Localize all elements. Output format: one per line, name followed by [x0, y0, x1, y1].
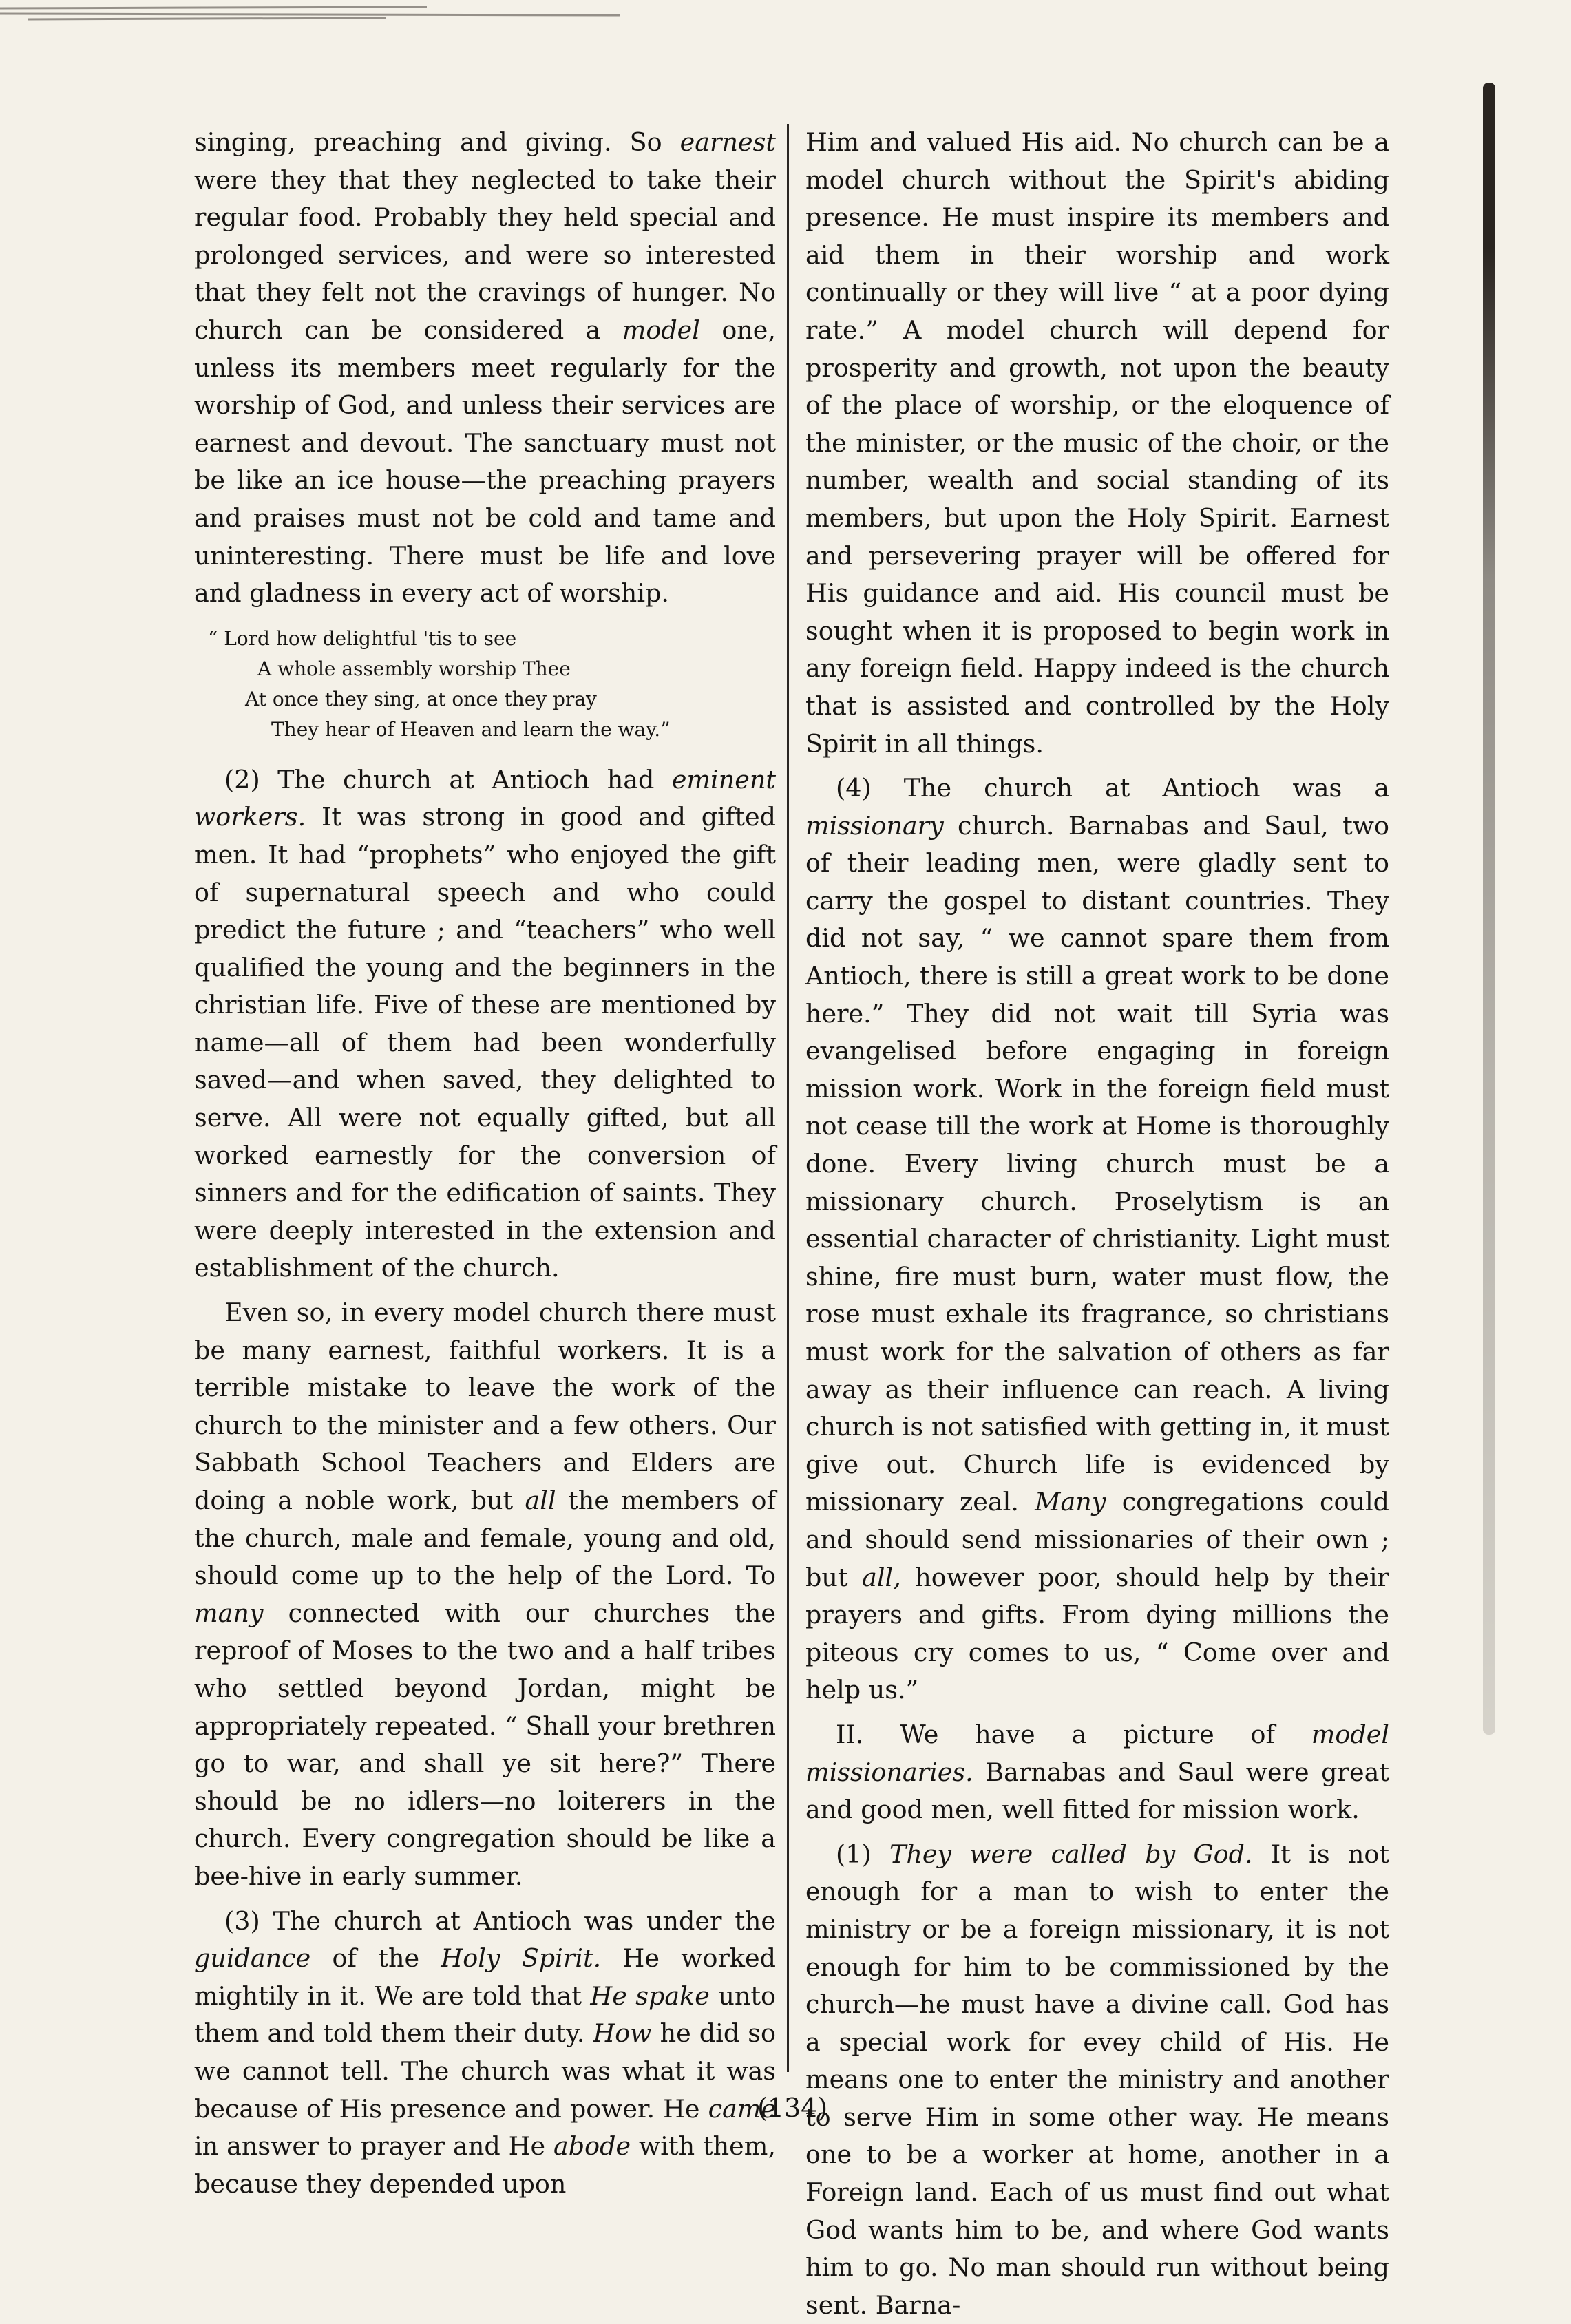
paragraph [805, 770, 1389, 1709]
text-run: the members of the church, male and female, young and old, should come up to the help of the Lord. To [194, 1486, 776, 1591]
emphasis: model missionaries. [805, 1719, 1389, 1787]
emphasis: all [525, 1486, 556, 1515]
emphasis: guidance [194, 1943, 311, 1974]
text-run: He worked mightily in it. We are told that [194, 1943, 777, 2011]
text-run: Even so, in every model church there must be many earnest, faithful workers. It is a terrible mistake to leave the work of the church to the minister and a few others. Our Sabbath School Teachers and Elders are doing a noble work, but [194, 1298, 776, 1515]
text-run: (4) The church at Antioch was a [836, 773, 1389, 803]
text-run: however poor, should help by their prayers and gifts. From dying millions the piteous cry comes to us, “ Come over and help us.” [805, 1562, 1389, 1705]
paragraph [194, 761, 776, 1287]
paragraph [194, 1294, 776, 1896]
emphasis: Many [1035, 1487, 1106, 1517]
paragraph [805, 1836, 1389, 2324]
text-run: in answer to prayer and He [194, 2131, 553, 2162]
emphasis: came [708, 2093, 776, 2124]
text-run: one, unless its members meet regularly for the worship of God, and unless their services are earnest and devout. The sanctuary must not be like an ice house—the preaching prayers and praises must not be cold and tame and uninteresting. There must be life and love and gladness in every act of worship. [194, 315, 776, 609]
emphasis: earnest [679, 127, 776, 157]
emphasis: many [194, 1598, 264, 1628]
paragraph [805, 1716, 1389, 1829]
left-column [194, 124, 776, 2203]
text-run: (2) The church at Antioch had [224, 764, 672, 794]
text-run: congregations could and should send missionaries of their own ; but [805, 1487, 1389, 1592]
page-number: (134) [757, 2093, 828, 2123]
emphasis: abode [553, 2131, 631, 2162]
right-column [805, 124, 1389, 2324]
hymn-line: “ Lord how delightful 'tis to see [208, 626, 517, 650]
text-run: (1) [836, 1839, 889, 1869]
emphasis: model [622, 315, 700, 345]
column-divider [787, 124, 789, 2072]
emphasis: They were called by God. [889, 1839, 1253, 1869]
text-run: unto them and told them their duty. [194, 1980, 777, 2049]
text-run: Barnabas and Saul were great and good men, well fitted for mission work. [805, 1757, 1389, 1825]
text-run: singing, preaching and giving. So [194, 127, 680, 157]
text-run: connected with our churches the reproof of Moses to the two and a half tribes who settled beyond Jordan, might be appropriately repeated. “ Shall your brethren go to war, and shall ye sit here?” There should be no idlers—no loiterers in the church. Every congregation should be like a bee-hive in early summer. [194, 1598, 776, 1891]
text-run: It is not enough for a man to wish to enter the ministry or be a foreign missionary, it is not enough for him to be commissioned by the church—he must have a divine call. God has a special work for evey child of His. He means one to enter the ministry and another to serve Him in some other way. He means one to be a worker at home, another in a Foreign land. Each of us must find out what God wants him to be, and where God wants him to go. No man should run without being sent. Barna- [805, 1839, 1389, 2320]
hymn-line: They hear of Heaven and learn the way.” [271, 717, 671, 741]
paragraph: Him and valued His aid. No church can be a model church without the Spirit's abiding presence. He must inspire its members and aid them in their worship and work continually or they will live “ at a poor dying rate.” A model church will depend for prosperity and growth, not upon the beauty of the place of worship, or the eloquence of the minister, or the music of the choir, or the number, wealth and social standing of its members, but upon the Holy Spirit. Earnest and persevering prayer will be offered for His guidance and aid. His council must be sought when it is proposed to begin work in any foreign field. Happy indeed is the church that is assisted and controlled by the Holy Spirit in all things. [805, 127, 1389, 759]
text-run: he did so we cannot tell. The church was what it was because of His presence and power. He [194, 2018, 777, 2124]
text-run: of the [310, 1943, 441, 1974]
hymn-line: A whole assembly worship Thee [257, 657, 571, 680]
text-run: II. We have a picture of [836, 1719, 1311, 1749]
emphasis: He spake [590, 1980, 710, 2011]
emphasis: How [593, 2018, 652, 2049]
text-run: were they that they neglected to take their regular food. Probably they held special and prolonged services, and were so interested that they felt not the cravings of hunger. No church can be considered a [194, 165, 776, 345]
hymn-quote [208, 624, 776, 745]
paragraph [194, 1903, 776, 2204]
hymn-line: At once they sing, at once they pray [245, 687, 597, 710]
text-run: church. Barnabas and Saul, two of their leading men, were gladly sent to carry the gospel to distant countries. They did not say, “ we cannot spare them from Antioch, there is still a great work to be done here.” They did not wait till Syria was evangelised before engaging in foreign mission work. Work in the foreign field must not cease till the work at Home is thoroughly done. Every living church must be a missionary church. Proselytism is an essential character of christianity. Light must shine, fire must burn, water must flow, the rose must exhale its fragrance, so christians must work for the salvation of others as far away as their influence can reach. A living church is not satisfied with getting in, it must give out. Church life is evidenced by missionary zeal. [805, 810, 1389, 1517]
paragraph [194, 124, 776, 613]
emphasis: Holy Spirit. [441, 1943, 602, 1974]
scan-edge-mark [1483, 83, 1495, 1735]
text-run: (3) The church at Antioch was under the [224, 1905, 776, 1936]
text-run: with them, because they depended upon [194, 2131, 776, 2199]
emphasis: all, [862, 1562, 901, 1592]
scan-noise-top [0, 0, 620, 28]
emphasis: eminent workers. [194, 764, 776, 832]
emphasis: missionary [805, 810, 944, 841]
text-run: It was strong in good and gifted men. It had “prophets” who enjoyed the gift of supernatural speech and who could predict the future ; and “teachers” who well qualified the young and the beginners in the christian life. Five of these are mentioned by name—all of them had been wonderfully saved—and when saved, they delighted to serve. All were not equally gifted, but all worked earnestly for the conversion of sinners and for the edification of saints. They were deeply interested in the extension and establishment of the church. [194, 802, 776, 1283]
